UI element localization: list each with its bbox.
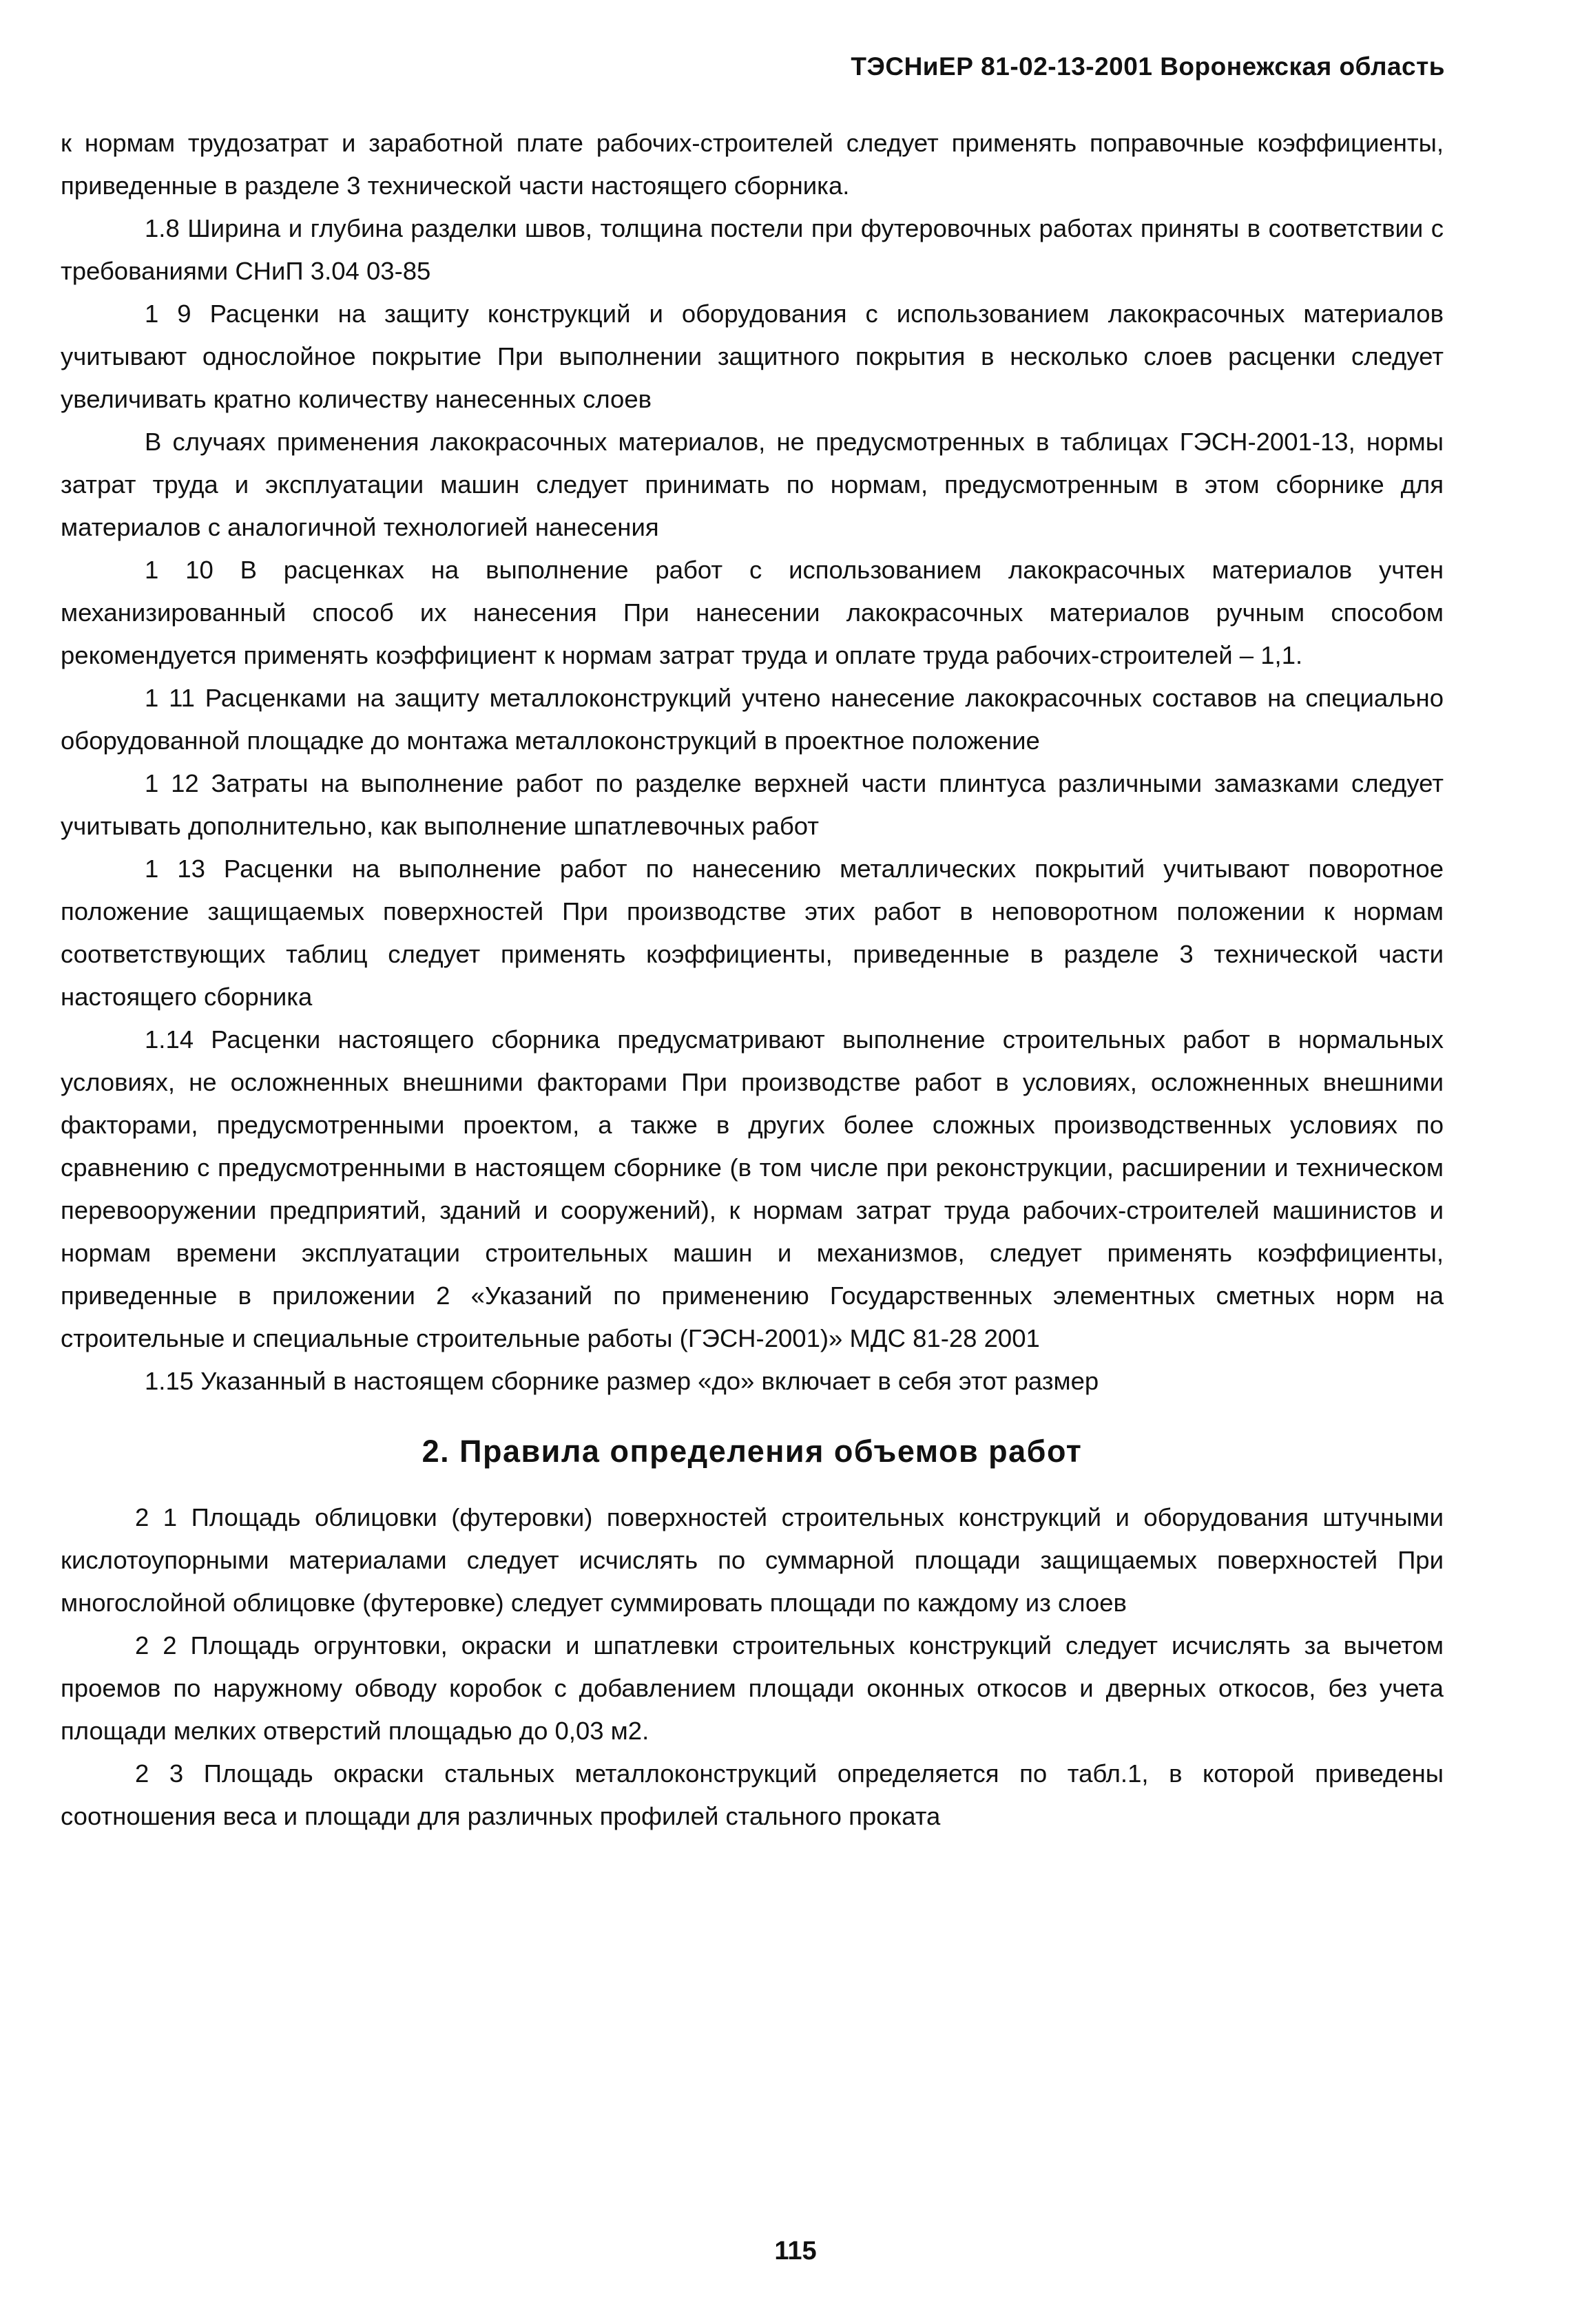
paragraph-1-9: 1 9 Расценки на защиту конструкций и оборудования с использованием лакокрасочных материалов учитывают однослойное покрытие При выполнении защитного покрытия в несколько слоев расценки следует увеличивать кратно количеству нанесенных слоев [61,300,1444,413]
paragraph-1-11: 1 11 Расценками на защиту металлоконструкций учтено нанесение лакокрасочных составов на специально оборудованной площадке до монтажа металлоконструкций в проектное положение [61,684,1444,755]
paragraph-1-12: 1 12 Затраты на выполнение работ по разделке верхней части плинтуса различными замазками следует учитывать дополнительно, как выполнение шпатлевочных работ [61,769,1444,840]
paragraph-continuation: к нормам трудозатрат и заработной плате рабочих-строителей следует применять поправочные коэффициенты, приведенные в разделе 3 технической части настоящего сборника. [61,129,1444,200]
document-body [61,122,1444,1838]
page-number: 115 [774,2237,817,2265]
running-header: ТЭСНиЕР 81-02-13-2001 Воронежская область [851,52,1445,81]
paragraph-1-8: 1.8 Ширина и глубина разделки швов, толщина постели при футеровочных работах приняты в соответствии с требованиями СНиП 3.04 03-85 [61,214,1444,285]
paragraph-2-3: 2 3 Площадь окраски стальных металлоконструкций определяется по табл.1, в которой приведены соотношения веса и площади для различных профилей стального проката [61,1759,1444,1830]
paragraph-1-13: 1 13 Расценки на выполнение работ по нанесению металлических покрытий учитывают поворотное положение защищаемых поверхностей При производстве этих работ в неповоротном положении к нормам соответствующих таблиц следует применять коэффициенты, приведенные в разделе 3 технической части настоящего сборника [61,855,1444,1011]
section-technical-part [61,122,1444,1403]
paragraph-1-15: 1.15 Указанный в настоящем сборнике размер «до» включает в себя этот размер [145,1367,1099,1395]
paragraph-paint-materials: В случаях применения лакокрасочных материалов, не предусмотренных в таблицах ГЭСН-2001-13, нормы затрат труда и эксплуатации машин следует принимать по нормам, предусмотренным в этом сборнике для материалов с аналогичной технологией нанесения [61,428,1444,541]
paragraph-2-2: 2 2 Площадь огрунтовки, окраски и шпатлевки строительных конструкций следует исчислять за вычетом проемов по наружному обводу коробок с добавлением площади оконных откосов и дверных откосов, без учета площади мелких отверстий площадью до 0,03 м2. [61,1631,1444,1745]
section-volume-rules [61,1496,1444,1838]
paragraph-2-1: 2 1 Площадь облицовки (футеровки) поверхностей строительных конструкций и оборудования штучными кислотоупорными материалами следует исчислять по суммарной площади защищаемых поверхностей При многослойной облицовке (футеровке) следует суммировать площади по каждому из слоев [61,1503,1444,1617]
paragraph-1-14: 1.14 Расценки настоящего сборника предусматривают выполнение строительных работ в нормальных условиях, не осложненных внешними факторами При производстве работ в условиях, осложненных внешними факторами, предусмотренными проектом, а также в других более сложных производственных условиях по сравнению с предусмотренными в настоящем сборнике (в том числе при реконструкции, расширении и техническом перевооружении предприятий, зданий и сооружений), к нормам затрат труда рабочих-строителей машинистов и нормам времени эксплуатации строительных машин и механизмов, следует применять коэффициенты, приведенные в приложении 2 «Указаний по применению Государственных элементных сметных норм на строительные и специальные строительные работы (ГЭСН-2001)» МДС 81-28 2001 [61,1025,1444,1352]
paragraph-1-10: 1 10 В расценках на выполнение работ с использованием лакокрасочных материалов учтен механизированный способ их нанесения При нанесении лакокрасочных материалов ручным способом рекомендуется применять коэффициент к нормам затрат труда и оплате труда рабочих-строителей – 1,1. [61,556,1444,669]
section-heading: 2. Правила определения объемов работ [422,1434,1083,1469]
